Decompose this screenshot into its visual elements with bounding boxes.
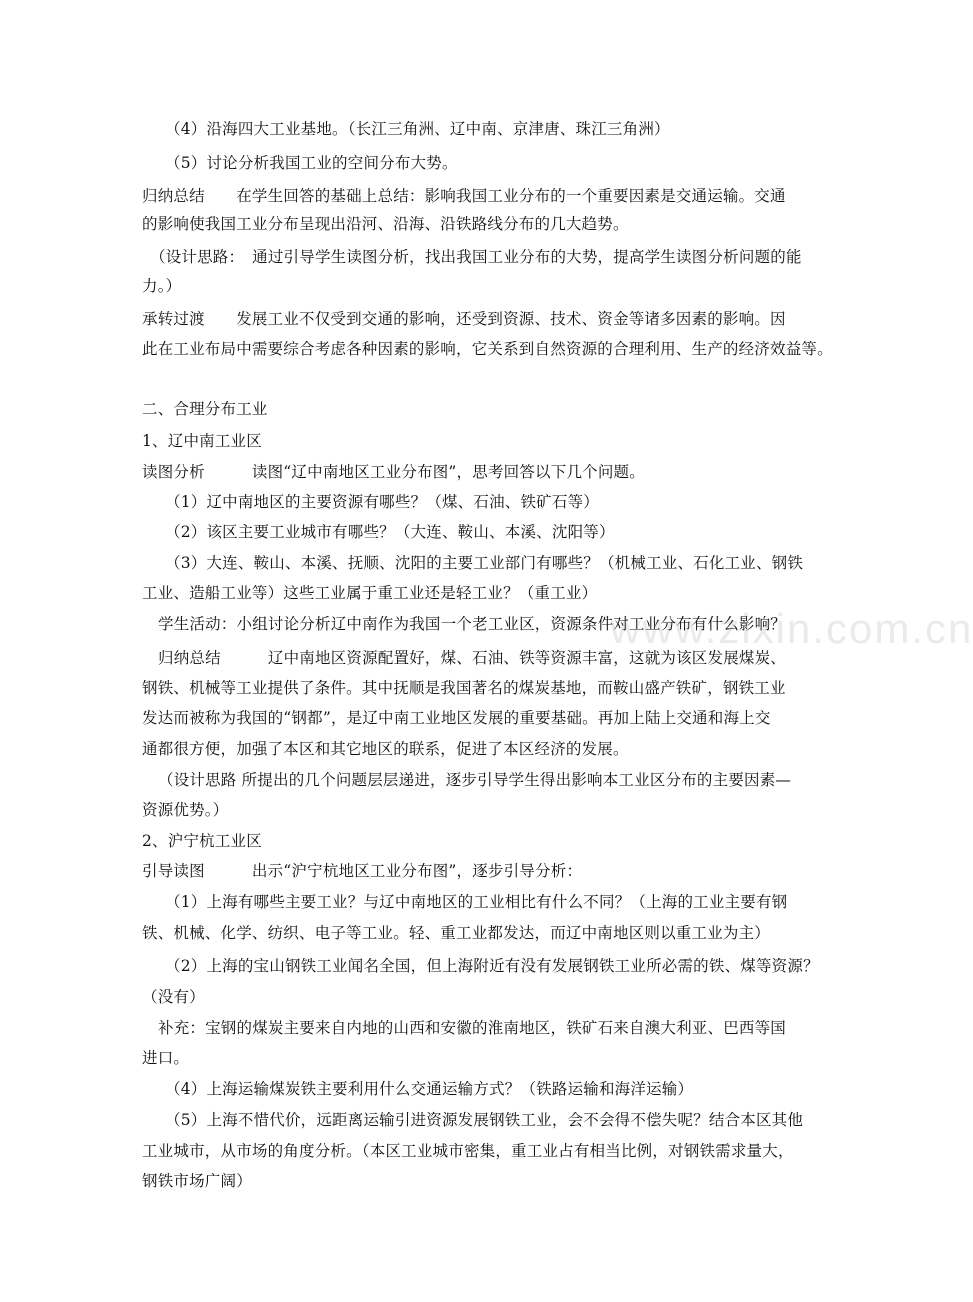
- text-line: 引导读图 出示“沪宁杭地区工业分布图”，逐步引导分析：: [142, 862, 583, 880]
- subsection-heading: 2、沪宁杭工业区: [142, 832, 262, 850]
- text-line: （设计思路： 通过引导学生读图分析，找出我国工业分布的大势，提高学生读图分析问题的能: [150, 248, 802, 266]
- text-line: 归纳总结 辽中南地区资源配置好，煤、石油、铁等资源丰富，这就为该区发展煤炭、: [158, 649, 787, 667]
- text-line: 学生活动：小组讨论分析辽中南作为我国一个老工业区，资源条件对工业分布有什么影响？: [158, 615, 787, 633]
- text-line: 工业城市，从市场的角度分析。（本区工业城市密集，重工业占有相当比例，对钢铁需求量大，: [142, 1142, 794, 1160]
- text-line: （2）该区主要工业城市有哪些？（大连、鞍山、本溪、沈阳等）: [165, 523, 615, 541]
- text-line: 读图分析 读图“辽中南地区工业分布图”，思考回答以下几个问题。: [142, 463, 645, 481]
- text-line: （设计思路 所提出的几个问题层层递进，逐步引导学生得出影响本工业区分布的主要因素—: [158, 771, 792, 789]
- text-line: 通都很方便，加强了本区和其它地区的联系，促进了本区经济的发展。: [142, 740, 629, 758]
- text-line: （3）大连、鞍山、本溪、抚顺、沈阳的主要工业部门有哪些？（机械工业、石化工业、钢铁: [165, 554, 804, 572]
- text-line: （4）沿海四大工业基地。（长江三角洲、辽中南、京津唐、珠江三角洲）: [165, 120, 670, 138]
- text-line: 钢铁、机械等工业提供了条件。其中抚顺是我国著名的煤炭基地，而鞍山盛产铁矿，钢铁工业: [142, 679, 786, 697]
- watermark: www.zixin.com.cn: [610, 605, 973, 652]
- text-line: 此在工业布局中需要综合考虑各种因素的影响，它关系到自然资源的合理利用、生产的经济效益等。: [142, 340, 833, 358]
- subsection-heading: 1、辽中南工业区: [142, 432, 262, 450]
- section-heading: 二、合理分布工业: [142, 400, 268, 418]
- text-line: 力。）: [142, 277, 182, 295]
- text-line: 铁、机械、化学、纺织、电子等工业。轻、重工业都发达，而辽中南地区则以重工业为主）: [142, 924, 771, 942]
- text-line: （2）上海的宝山钢铁工业闻名全国，但上海附近有没有发展钢铁工业所必需的铁、煤等资源？: [165, 957, 819, 975]
- text-line: 资源优势。）: [142, 801, 229, 819]
- text-line: 工业、造船工业等）这些工业属于重工业还是轻工业？（重工业）: [142, 584, 598, 602]
- text-line: （没有）: [142, 988, 205, 1006]
- text-line: 补充：宝钢的煤炭主要来自内地的山西和安徽的淮南地区，铁矿石来自澳大利亚、巴西等国: [158, 1019, 787, 1037]
- text-line: （5）上海不惜代价，远距离运输引进资源发展钢铁工业，会不会得不偿失呢？结合本区其他: [165, 1111, 804, 1129]
- text-line: （1）上海有哪些主要工业？与辽中南地区的工业相比有什么不同？（上海的工业主要有钢: [165, 893, 788, 911]
- text-line: （5）讨论分析我国工业的空间分布大势。: [165, 154, 458, 172]
- text-line: 承转过渡 发展工业不仅受到交通的影响，还受到资源、技术、资金等诸多因素的影响。因: [142, 310, 786, 328]
- text-line: 的影响使我国工业分布呈现出沿河、沿海、沿铁路线分布的几大趋势。: [142, 215, 629, 233]
- text-line: 钢铁市场广阔）: [142, 1172, 252, 1190]
- text-line: 发达而被称为我国的“钢都”，是辽中南工业地区发展的重要基础。再加上陆上交通和海上交: [142, 709, 771, 727]
- text-line: 进口。: [142, 1049, 190, 1067]
- text-line: 归纳总结 在学生回答的基础上总结：影响我国工业分布的一个重要因素是交通运输。交通: [142, 187, 786, 205]
- text-line: （1）辽中南地区的主要资源有哪些？（煤、石油、铁矿石等）: [165, 493, 599, 511]
- text-line: （4）上海运输煤炭铁主要利用什么交通运输方式？（铁路运输和海洋运输）: [165, 1080, 694, 1098]
